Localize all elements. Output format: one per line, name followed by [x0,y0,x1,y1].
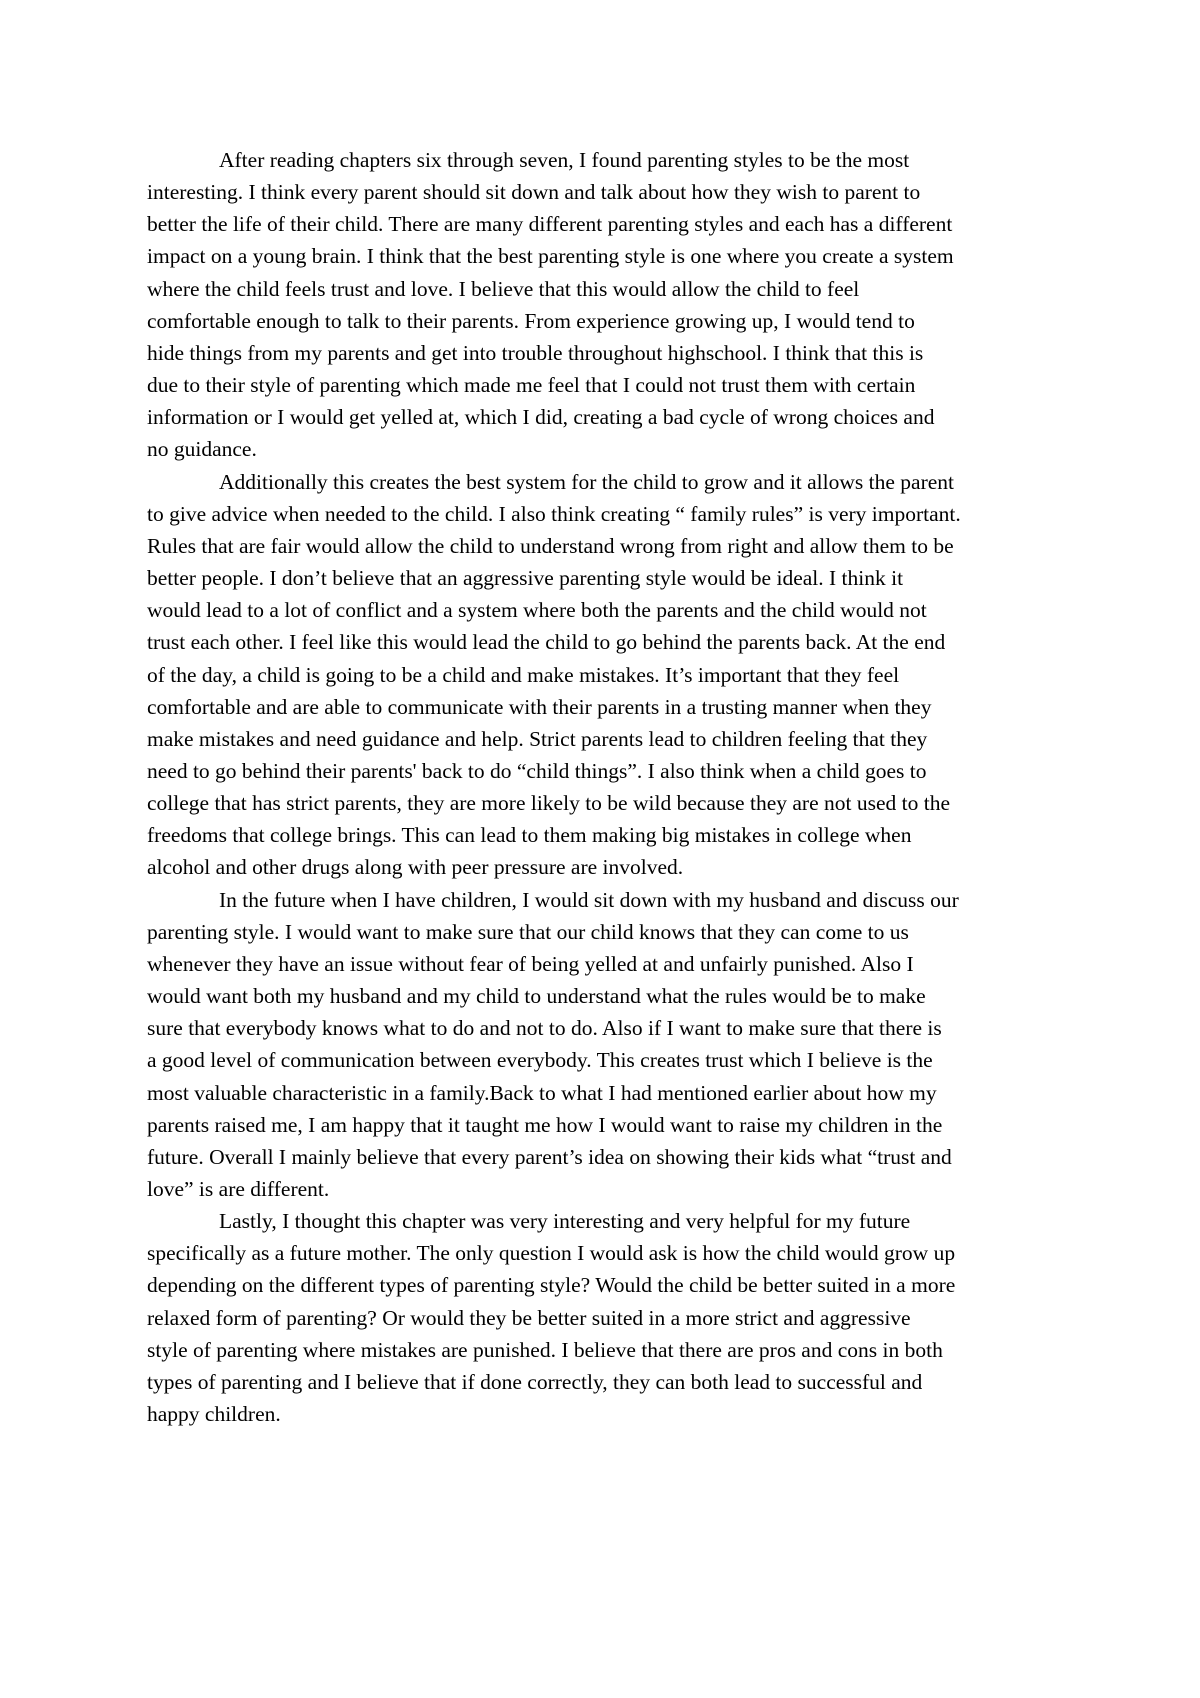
paragraph-line: to give advice when needed to the child. I also think creating “ family rules” is very important. [147,501,961,526]
paragraph-line: college that has strict parents, they are more likely to be wild because they are not used to the [147,791,950,816]
paragraph-line: hide things from my parents and get into trouble throughout highschool. I think that this is [147,340,924,365]
paragraph-line: love” is are different. [147,1177,330,1201]
paragraph-line: parenting style. I would want to make sure that our child knows that they can come to us [147,919,909,944]
paragraph-line: freedoms that college brings. This can lead to them making big mistakes in college when [147,823,912,848]
paragraph-line: alcohol and other drugs along with peer pressure are involved. [147,855,684,880]
paragraph-line: relaxed form of parenting? Or would they be better suited in a more strict and aggressive [147,1305,911,1330]
paragraph-line: where the child feels trust and love. I believe that this would allow the child to feel [147,276,860,301]
document-body [147,144,1069,1430]
paragraph-line: Lastly, I thought this chapter was very interesting and very helpful for my future [219,1209,911,1234]
paragraph-line: impact on a young brain. I think that the best parenting style is one where you create a system [147,244,954,269]
paragraph-line: no guidance. [147,437,257,462]
paragraph-line: sure that everybody knows what to do and not to do. Also if I want to make sure that there is [147,1016,942,1041]
paragraph-line: comfortable and are able to communicate with their parents in a trusting manner when they [147,694,932,719]
paragraph-line: trust each other. I feel like this would lead the child to go behind the parents back. At the end [147,630,946,655]
paragraph-line: need to go behind their parents' back to do “child things”. I also think when a child goes to [147,758,927,783]
paragraph-2 [147,466,1069,884]
paragraph-line: better people. I don’t believe that an aggressive parenting style would be ideal. I think it [147,566,904,591]
paragraph-line: of the day, a child is going to be a child and make mistakes. It’s important that they feel [147,662,900,687]
paragraph-line: In the future when I have children, I would sit down with my husband and discuss our [219,887,959,912]
paragraph-line: Additionally this creates the best system for the child to grow and it allows the parent [219,469,955,494]
paragraph-line: better the life of their child. There are many different parenting styles and each has a different [147,212,953,237]
paragraph-3 [147,884,1069,1206]
paragraph-line: Rules that are fair would allow the child to understand wrong from right and allow them to be [147,533,954,558]
paragraph-line: make mistakes and need guidance and help. Strict parents lead to children feeling that they [147,726,928,751]
paragraph-line: depending on the different types of parenting style? Would the child be better suited in a more [147,1273,956,1298]
paragraph-line: due to their style of parenting which made me feel that I could not trust them with certain [147,373,916,398]
paragraph-line: After reading chapters six through seven, I found parenting styles to be the most [219,148,910,172]
paragraph-line: information or I would get yelled at, which I did, creating a bad cycle of wrong choices and [147,405,935,430]
paragraph-line: comfortable enough to talk to their parents. From experience growing up, I would tend to [147,308,915,333]
paragraph-line: most valuable characteristic in a family.Back to what I had mentioned earlier about how my [147,1080,937,1105]
paragraph-1 [147,144,1069,466]
paragraph-line: specifically as a future mother. The only question I would ask is how the child would grow up [147,1241,956,1266]
paragraph-line: would lead to a lot of conflict and a system where both the parents and the child would not [147,598,927,623]
paragraph-line: would want both my husband and my child to understand what the rules would be to make [147,984,926,1009]
paragraph-line: future. Overall I mainly believe that every parent’s idea on showing their kids what “trust and [147,1144,952,1169]
paragraph-line: a good level of communication between everybody. This creates trust which I believe is the [147,1048,933,1073]
paragraph-4 [147,1205,1069,1430]
paragraph-line: happy children. [147,1402,281,1427]
paragraph-line: style of parenting where mistakes are punished. I believe that there are pros and cons in both [147,1337,943,1362]
paragraph-line: parents raised me, I am happy that it taught me how I would want to raise my children in the [147,1112,943,1137]
paragraph-line: types of parenting and I believe that if done correctly, they can both lead to successful and [147,1369,923,1394]
paragraph-line: interesting. I think every parent should sit down and talk about how they wish to parent to [147,180,921,205]
paragraph-line: whenever they have an issue without fear of being yelled at and unfairly punished. Also I [147,951,914,976]
